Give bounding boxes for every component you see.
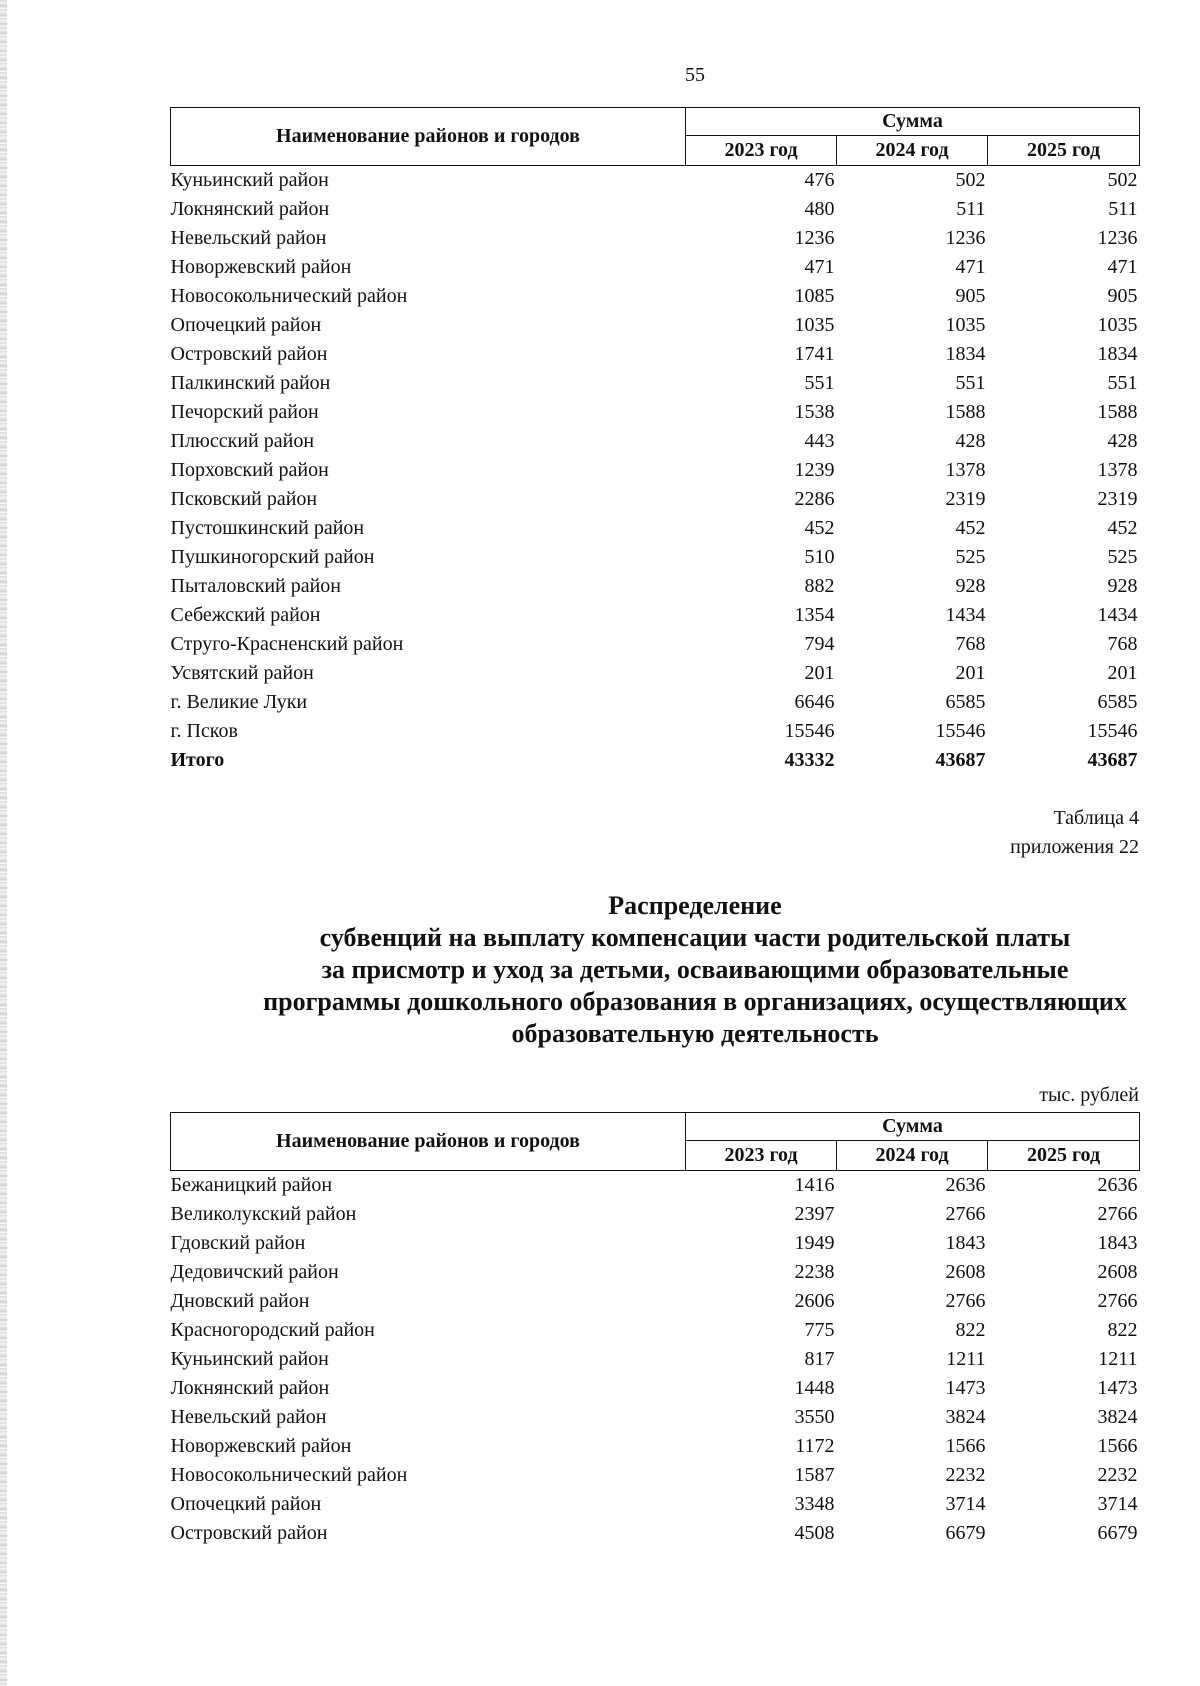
value-2025-cell: 2232	[1097, 1464, 1138, 1486]
district-name-cell: Опочецкий район	[170, 314, 322, 336]
subsidy-table-1	[170, 107, 1140, 775]
value-2025-cell: 2766	[1097, 1290, 1138, 1312]
value-2024-cell: 502	[955, 169, 986, 191]
value-2023-cell: 1085	[794, 285, 835, 307]
value-2025-cell: 15546	[1087, 720, 1138, 742]
value-2024-cell: 768	[955, 633, 986, 655]
value-2025-cell: 1843	[1097, 1232, 1138, 1254]
district-name-cell: Дновский район	[170, 1290, 310, 1312]
district-name-cell: Плюсский район	[170, 430, 315, 452]
district-name-cell: Новосокольнический район	[170, 285, 408, 307]
column-header-2024: 2024 год	[837, 1141, 988, 1171]
value-2024-cell: 511	[956, 198, 986, 220]
table-row	[171, 601, 1140, 630]
table-number-label: Таблица 4	[1053, 807, 1139, 829]
column-header-2025: 2025 год	[988, 1141, 1140, 1171]
value-2024-cell: 15546	[935, 720, 986, 742]
value-2025-cell: 768	[1107, 633, 1138, 655]
value-2023-cell: 1239	[794, 459, 835, 481]
table-row	[171, 1345, 1140, 1374]
table-row	[171, 717, 1140, 746]
value-2023-cell: 1416	[794, 1174, 835, 1196]
value-2024-cell: 822	[955, 1319, 986, 1341]
table-row	[171, 514, 1140, 543]
table-row	[171, 1287, 1140, 1316]
value-2024-cell: 1378	[945, 459, 986, 481]
table-row	[171, 456, 1140, 485]
value-2023-cell: 1354	[794, 604, 835, 626]
value-2024-cell: 1434	[945, 604, 986, 626]
table-row	[171, 1171, 1140, 1201]
value-2023-cell: 510	[804, 546, 835, 568]
value-2025-cell: 1378	[1097, 459, 1138, 481]
table-row	[171, 630, 1140, 659]
column-header-name: Наименование районов и городов	[171, 108, 686, 166]
value-2025-cell: 551	[1107, 372, 1138, 394]
district-name-cell: Гдовский район	[170, 1232, 306, 1254]
title-line: образовательную деятельность	[511, 1019, 879, 1048]
column-header-sum: Сумма	[686, 1113, 1140, 1141]
value-2025-cell: 3824	[1097, 1406, 1138, 1428]
district-name-cell: г. Псков	[170, 720, 238, 742]
value-2023-cell: 817	[804, 1348, 835, 1370]
district-name-cell: Порховский район	[170, 459, 329, 481]
district-name-cell: Усвятский район	[170, 662, 314, 684]
district-name-cell: Псковский район	[170, 488, 318, 510]
table-row	[171, 1519, 1140, 1548]
district-name-cell: Новоржевский район	[170, 1435, 352, 1457]
district-name-cell: Куньинский район	[170, 169, 329, 191]
value-2025-cell: 525	[1107, 546, 1138, 568]
district-name-cell: Дедовичский район	[170, 1261, 339, 1283]
value-2024-cell: 6585	[945, 691, 986, 713]
value-2024-cell: 525	[955, 546, 986, 568]
value-2025-cell: 1211	[1098, 1348, 1138, 1370]
district-name-cell: Новосокольнический район	[170, 1464, 408, 1486]
column-header-2024: 2024 год	[837, 136, 988, 166]
value-2025-cell: 471	[1107, 256, 1138, 278]
value-2024-cell: 43687	[935, 749, 986, 771]
district-name-cell: Пустошкинский район	[170, 517, 365, 539]
table-row	[171, 572, 1140, 601]
value-2024-cell: 452	[955, 517, 986, 539]
district-name-cell: Великолукский район	[170, 1203, 357, 1225]
table-row	[171, 1490, 1140, 1519]
value-2025-cell: 428	[1107, 430, 1138, 452]
table-row	[171, 659, 1140, 688]
value-2023-cell: 2606	[794, 1290, 835, 1312]
value-2023-cell: 2397	[794, 1203, 835, 1225]
column-header-2023: 2023 год	[686, 1141, 837, 1171]
value-2024-cell: 1566	[945, 1435, 986, 1457]
value-2025-cell: 822	[1107, 1319, 1138, 1341]
value-2024-cell: 1236	[945, 227, 986, 249]
value-2025-cell: 2319	[1097, 488, 1138, 510]
table-caption	[1010, 804, 1139, 862]
district-name-cell: Итого	[170, 749, 225, 771]
value-2023-cell: 1949	[794, 1232, 835, 1254]
value-2023-cell: 43332	[784, 749, 835, 771]
value-2024-cell: 3714	[945, 1493, 986, 1515]
value-2023-cell: 1172	[795, 1435, 835, 1457]
table-body	[171, 166, 1140, 776]
value-2023-cell: 476	[804, 169, 835, 191]
value-2025-cell: 928	[1107, 575, 1138, 597]
district-name-cell: Палкинский район	[170, 372, 331, 394]
value-2024-cell: 201	[955, 662, 986, 684]
column-header-2025: 2025 год	[988, 136, 1140, 166]
table-row	[171, 369, 1140, 398]
column-header-sum: Сумма	[686, 108, 1140, 136]
value-2025-cell: 511	[1108, 198, 1138, 220]
district-name-cell: г. Великие Луки	[170, 691, 308, 713]
value-2024-cell: 2766	[945, 1203, 986, 1225]
value-2025-cell: 502	[1107, 169, 1138, 191]
value-2023-cell: 1448	[794, 1377, 835, 1399]
district-name-cell: Невельский район	[170, 1406, 327, 1428]
value-2025-cell: 201	[1107, 662, 1138, 684]
value-2023-cell: 452	[804, 517, 835, 539]
value-2024-cell: 2232	[945, 1464, 986, 1486]
value-2025-cell: 43687	[1087, 749, 1138, 771]
value-2024-cell: 2636	[945, 1174, 986, 1196]
value-2023-cell: 3348	[794, 1493, 835, 1515]
value-2024-cell: 428	[955, 430, 986, 452]
table-row	[171, 543, 1140, 572]
value-2025-cell: 1035	[1097, 314, 1138, 336]
value-2025-cell: 1588	[1097, 401, 1138, 423]
district-name-cell: Струго-Красненский район	[170, 633, 404, 655]
value-2023-cell: 443	[804, 430, 835, 452]
value-2024-cell: 551	[955, 372, 986, 394]
value-2023-cell: 775	[804, 1319, 835, 1341]
value-2023-cell: 551	[804, 372, 835, 394]
value-2024-cell: 1588	[945, 401, 986, 423]
table-body	[171, 1171, 1140, 1549]
value-2023-cell: 2286	[794, 488, 835, 510]
table-total-row	[171, 746, 1140, 775]
value-2025-cell: 6585	[1097, 691, 1138, 713]
value-2024-cell: 1211	[946, 1348, 986, 1370]
district-name-cell: Локнянский район	[170, 1377, 330, 1399]
district-name-cell: Красногородский район	[170, 1319, 375, 1341]
value-2024-cell: 1834	[945, 343, 986, 365]
district-name-cell: Невельский район	[170, 227, 327, 249]
value-2023-cell: 882	[804, 575, 835, 597]
title-line: Распределение	[608, 891, 782, 920]
district-name-cell: Пыталовский район	[170, 575, 342, 597]
table-row	[171, 282, 1140, 311]
value-2023-cell: 794	[804, 633, 835, 655]
district-name-cell: Бежаницкий район	[170, 1174, 333, 1196]
value-2024-cell: 2766	[945, 1290, 986, 1312]
title-line: субвенций на выплату компенсации части родительской платы	[319, 923, 1071, 952]
value-2023-cell: 2238	[794, 1261, 835, 1283]
table-row	[171, 1374, 1140, 1403]
district-name-cell: Пушкиногорский район	[170, 546, 375, 568]
value-2025-cell: 2608	[1097, 1261, 1138, 1283]
table-row	[171, 195, 1140, 224]
value-2025-cell: 1473	[1097, 1377, 1138, 1399]
value-2024-cell: 905	[955, 285, 986, 307]
column-header-2023: 2023 год	[686, 136, 837, 166]
district-name-cell: Локнянский район	[170, 198, 330, 220]
value-2025-cell: 1566	[1097, 1435, 1138, 1457]
value-2025-cell: 6679	[1097, 1522, 1138, 1544]
value-2023-cell: 3550	[794, 1406, 835, 1428]
table-row	[171, 1200, 1140, 1229]
value-2023-cell: 471	[804, 256, 835, 278]
table-row	[171, 688, 1140, 717]
value-2023-cell: 1538	[794, 401, 835, 423]
value-2025-cell: 2636	[1097, 1174, 1138, 1196]
table-row	[171, 485, 1140, 514]
value-2025-cell: 1236	[1097, 227, 1138, 249]
scan-edge-strip	[0, 0, 7, 1686]
value-2025-cell: 452	[1107, 517, 1138, 539]
value-2024-cell: 1843	[945, 1232, 986, 1254]
table-row	[171, 1461, 1140, 1490]
appendix-label: приложения 22	[1010, 836, 1139, 858]
value-2025-cell: 1434	[1097, 604, 1138, 626]
subsidy-table-2	[170, 1112, 1140, 1548]
value-2025-cell: 3714	[1097, 1493, 1138, 1515]
unit-label: тыс. рублей	[1039, 1084, 1139, 1106]
value-2024-cell: 928	[955, 575, 986, 597]
district-name-cell: Опочецкий район	[170, 1493, 322, 1515]
value-2024-cell: 2608	[945, 1261, 986, 1283]
value-2023-cell: 1587	[794, 1464, 835, 1486]
table-row	[171, 1403, 1140, 1432]
table-row	[171, 253, 1140, 282]
value-2023-cell: 15546	[784, 720, 835, 742]
value-2023-cell: 1236	[794, 227, 835, 249]
value-2024-cell: 1473	[945, 1377, 986, 1399]
table-row	[171, 166, 1140, 196]
value-2025-cell: 905	[1107, 285, 1138, 307]
district-name-cell: Островский район	[170, 1522, 328, 1544]
page-number: 55	[685, 64, 705, 86]
value-2023-cell: 480	[804, 198, 835, 220]
district-name-cell: Куньинский район	[170, 1348, 329, 1370]
value-2025-cell: 1834	[1097, 343, 1138, 365]
table-row	[171, 398, 1140, 427]
value-2024-cell: 1035	[945, 314, 986, 336]
table-row	[171, 340, 1140, 369]
value-2023-cell: 201	[804, 662, 835, 684]
value-2025-cell: 2766	[1097, 1203, 1138, 1225]
table-row	[171, 224, 1140, 253]
title-line: за присмотр и уход за детьми, осваивающими образовательные	[321, 955, 1069, 984]
table-row	[171, 1258, 1140, 1287]
value-2024-cell: 471	[955, 256, 986, 278]
table-row	[171, 427, 1140, 456]
column-header-name: Наименование районов и городов	[171, 1113, 686, 1171]
table-row	[171, 1432, 1140, 1461]
value-2023-cell: 1035	[794, 314, 835, 336]
district-name-cell: Печорский район	[170, 401, 319, 423]
value-2023-cell: 4508	[794, 1522, 835, 1544]
table-row	[171, 1316, 1140, 1345]
title-line: программы дошкольного образования в организациях, осуществляющих	[263, 987, 1127, 1016]
value-2024-cell: 3824	[945, 1406, 986, 1428]
district-name-cell: Островский район	[170, 343, 328, 365]
value-2024-cell: 2319	[945, 488, 986, 510]
section-title	[0, 890, 1200, 1050]
value-2023-cell: 6646	[794, 691, 835, 713]
district-name-cell: Новоржевский район	[170, 256, 352, 278]
value-2024-cell: 6679	[945, 1522, 986, 1544]
district-name-cell: Себежский район	[170, 604, 321, 626]
table-row	[171, 311, 1140, 340]
value-2023-cell: 1741	[794, 343, 835, 365]
table-row	[171, 1229, 1140, 1258]
